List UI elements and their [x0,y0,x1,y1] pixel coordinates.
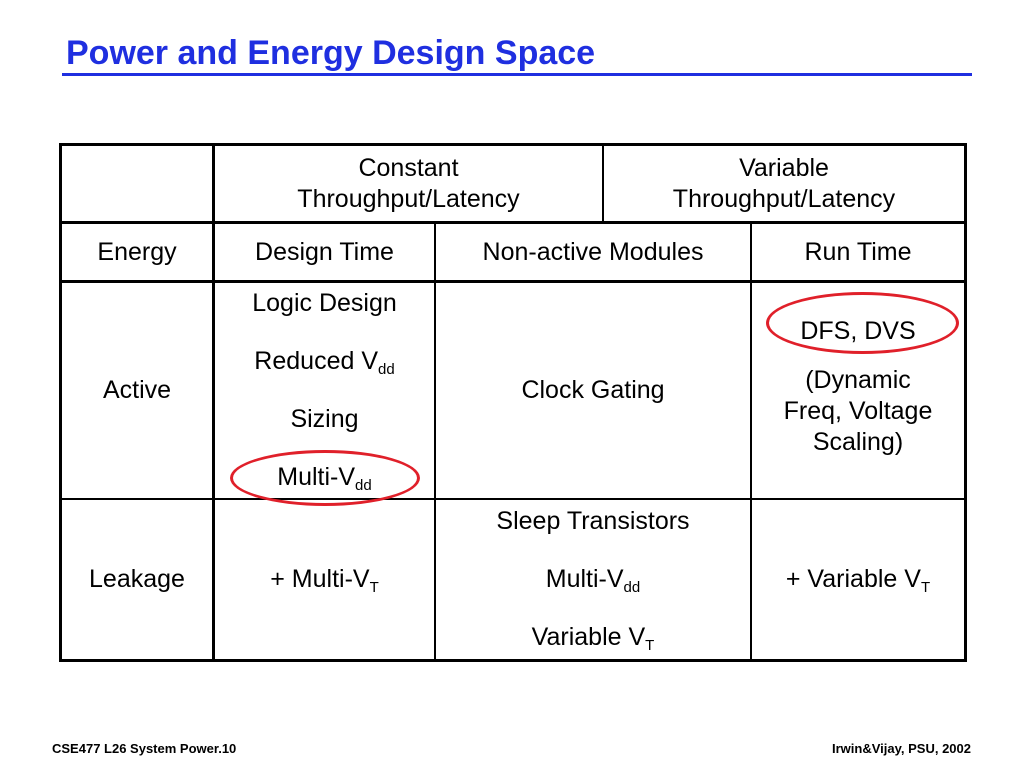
leakage-run-time-cell [752,500,964,659]
header-non-active-label: Non-active Modules [482,237,704,266]
header-design-time [215,224,434,280]
leakage-multi-vdd: Multi-$V_{dd}$ [545,565,641,596]
active-sizing: Sizing [290,405,359,433]
header-run-time [752,224,964,280]
header-constant-line1: Constant [358,153,459,182]
active-reduced-vdd: Reduced $V_{dd}$ [254,347,395,378]
leakage-label: Leakage [89,565,185,593]
active-clock-gating: Clock Gating [521,376,665,404]
header-design-time-label: Design Time [255,237,394,266]
leakage-sleep-transistors: Sleep Transistors [496,507,690,535]
leakage-design-time-cell [215,500,434,659]
leakage-variable-vt: Variable $V_T$ [531,623,655,654]
leakage-variable-vt-runtime: + Variable $V_T$ [785,565,931,596]
header-variable-line2: Throughput/Latency [672,184,896,213]
header-energy-label: Energy [97,237,177,266]
header-constant-throughput [215,146,602,221]
active-multi-vdd: Multi-$V_{dd}$ [277,463,372,494]
active-dynamic-line3: Scaling) [812,427,904,456]
active-label: Active [102,376,172,404]
footer-right: Irwin&Vijay, PSU, 2002 [832,741,971,756]
active-dfs-dvs: DFS, DVS [800,316,916,345]
row-label-leakage [62,500,212,659]
header-non-active-modules [436,224,750,280]
header-constant-line2: Throughput/Latency [297,184,520,213]
header-variable-line1: Variable [739,153,829,182]
row-label-active [62,283,212,498]
leakage-multi-vt: + Multi-$V_T$ [270,565,379,596]
header-run-time-label: Run Time [804,237,912,266]
header-variable-throughput [604,146,964,221]
slide-title: Power and Energy Design Space [66,34,596,72]
leakage-non-active-cell [436,500,750,659]
active-logic-design: Logic Design [252,289,397,317]
highlight-oval-dfs-dvs [766,292,959,354]
footer-left: CSE477 L26 System Power.10 [52,741,237,756]
highlight-oval-multi-vdd [230,450,420,506]
active-dynamic-line2: Freq, Voltage [783,396,933,425]
header-energy [62,224,212,280]
table-border-bottom [59,659,967,662]
active-non-active-cell [436,283,750,498]
active-dynamic-line1: (Dynamic [805,365,911,394]
